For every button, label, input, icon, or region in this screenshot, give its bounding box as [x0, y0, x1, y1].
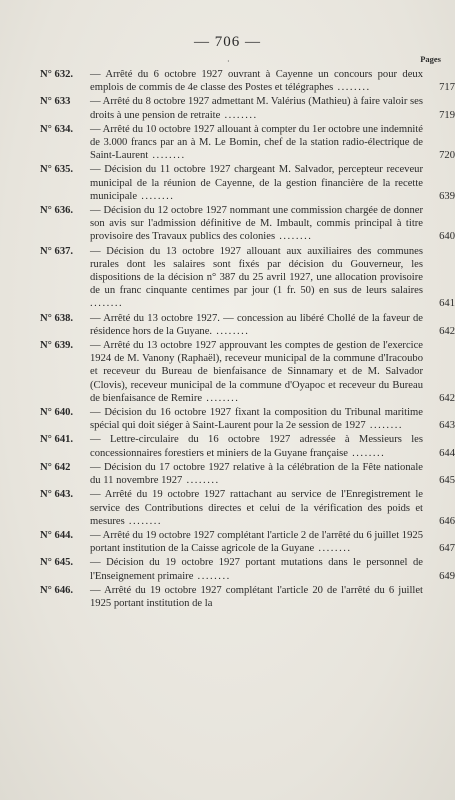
list-item	[40, 204, 453, 244]
entry-page-number: 642	[439, 325, 455, 337]
list-item	[40, 556, 453, 582]
entry-number: N° 640.	[40, 407, 74, 419]
entry-number: N° 646.	[40, 584, 74, 596]
list-item	[40, 245, 453, 311]
entry-text: — Arrêté du 19 octobre 1927 complétant l'article 20 de l'arrêté du 6 juillet 1925 portant institution de la	[90, 584, 423, 609]
entry-page-number: 639	[439, 190, 455, 202]
entry-page-number: 647	[439, 543, 455, 555]
list-item	[40, 312, 453, 338]
entry-page-number: 643	[439, 420, 455, 432]
entry-text: — Décision du 19 octobre 1927 portant mutations dans le personnel de l'Enseignement primaire ........	[90, 557, 423, 582]
entry-number: N° 642	[40, 461, 71, 473]
entry-text: — Arrêté du 13 octobre 1927. — concession au libéré Chollé de la faveur de résidence hors de la Guyane. ........	[90, 312, 423, 337]
dot-leader: ........	[220, 109, 258, 121]
entry-text: — Lettre-circulaire du 16 octobre 1927 adressée à Messieurs les concessionnaires forestiers et miniers de la Guyane française ........	[90, 434, 423, 459]
table-of-contents	[0, 68, 455, 611]
list-item	[40, 163, 453, 203]
entry-number: N° 639.	[40, 340, 74, 352]
dot-leader: ........	[124, 515, 163, 527]
dot-leader: ........	[202, 392, 240, 404]
list-item	[40, 123, 453, 163]
pages-column-label: Pages	[420, 54, 441, 64]
entry-page-number: 640	[439, 231, 455, 243]
page-number: — 706 —	[194, 34, 261, 50]
entry-page-number: 641	[439, 298, 455, 310]
entry-number: N° 637.	[40, 245, 74, 257]
entry-number: N° 641.	[40, 434, 74, 446]
list-item	[40, 433, 453, 459]
dot-leader: ........	[193, 570, 231, 582]
dot-leader: ........	[333, 82, 371, 94]
entry-page-number: 644	[439, 447, 455, 459]
entry-page-number: 649	[439, 570, 455, 582]
list-item	[40, 68, 453, 94]
list-item	[40, 95, 453, 121]
dot-leader: ........	[347, 447, 386, 459]
dot-leader: ........	[365, 420, 404, 432]
entry-text: — Décision du 13 octobre 1927 allouant aux auxiliaires des communes rurales dont les salaires sont fixés par décision du Gouverneur, les dispositions de la décision n° 387 du 25 avril 1927, une allocation provisoire de un franc cinquante centimes par jour (1 fr. 50) en sus de leurs salaires ........	[90, 245, 423, 310]
dot-leader: ........	[212, 325, 250, 337]
entry-text: — Décision du 12 octobre 1927 nommant une commission chargée de donner son avis sur l'admission définitive de M. Imbault, commis principal à titre provisoire des Travaux publics des colonies ........	[90, 205, 423, 243]
entry-number: N° 632.	[40, 69, 74, 80]
entry-number: N° 643.	[40, 489, 74, 501]
entry-number: N° 634.	[40, 123, 74, 135]
entry-page-number: 642	[439, 392, 455, 404]
entry-number: N° 645.	[40, 557, 74, 569]
entry-page-number: 645	[439, 475, 455, 487]
dot-leader: ........	[90, 298, 124, 310]
entry-page-number: 646	[439, 515, 455, 527]
list-item	[40, 584, 453, 610]
entry-text: — Arrêté du 6 octobre 1927 ouvrant à Cayenne un concours pour deux emplois de commis de 4e classe des Postes et télégraphes ........	[90, 69, 423, 94]
entry-number: N° 633	[40, 96, 71, 108]
entry-page-number: 717	[439, 82, 455, 94]
dot-mark: ·	[227, 57, 230, 66]
entry-text: — Décision du 16 octobre 1927 fixant la composition du Tribunal maritime spécial qui doit siéger à Saint-Laurent pour la 2e session de 1927 ........	[90, 407, 423, 432]
list-item	[40, 488, 453, 528]
dot-leader: ........	[148, 150, 186, 162]
entry-text: — Arrêté du 8 octobre 1927 admettant M. Valérius (Mathieu) à faire valoir ses droits à une pension de retraite ........	[90, 96, 423, 121]
list-item	[40, 339, 453, 405]
entry-number: N° 644.	[40, 529, 74, 541]
entry-text: — Arrêté du 19 octobre 1927 rattachant au service de l'Enregistrement le service des Contributions directes et celui de la vérification des poids et mesures ........	[90, 489, 423, 527]
dot-leader: ........	[314, 543, 352, 555]
list-item	[40, 406, 453, 432]
entry-page-number: 719	[439, 109, 455, 121]
dot-leader: ........	[182, 475, 220, 487]
entry-text: — Arrêté du 19 octobre 1927 complétant l'article 2 de l'arrêté du 6 juillet 1925 portant institution de la Caisse agricole de la Guyane ........	[90, 529, 423, 555]
entry-text: — Décision du 17 octobre 1927 relative à la célébration de la Fête nationale du 11 novembre 1927 ........	[90, 461, 423, 487]
list-item	[40, 461, 453, 487]
list-item	[40, 529, 453, 555]
entry-number: N° 638.	[40, 312, 74, 324]
entry-text: — Décision du 11 octobre 1927 chargeant M. Salvador, percepteur receveur municipal de la réunion de Cayenne, de la gestion financière de la recette municipale ........	[90, 164, 423, 202]
entry-number: N° 636.	[40, 205, 74, 217]
dot-leader: ........	[275, 231, 313, 243]
entry-text: — Arrêté du 13 octobre 1927 approuvant les comptes de gestion de l'exercice 1924 de M. Vanony (Raphaël), receveur municipal de la commune d'Iracoubo et receveur du Bureau de bienfaisance de Sinnamary et de M. Salvador (Clovis), receveur municipal de la commune d'Oyapoc et receveur du Bureau de bienfaisance de Remire ........	[90, 340, 423, 404]
entry-number: N° 635.	[40, 164, 74, 176]
entry-page-number: 720	[439, 150, 455, 162]
entry-text: — Arrêté du 10 octobre 1927 allouant à compter du 1er octobre une indemnité de 3.000 francs par an à M. Le Bomin, chef de la station radio-électrique de Saint-Laurent ........	[90, 123, 423, 162]
dot-leader: ........	[137, 190, 175, 202]
